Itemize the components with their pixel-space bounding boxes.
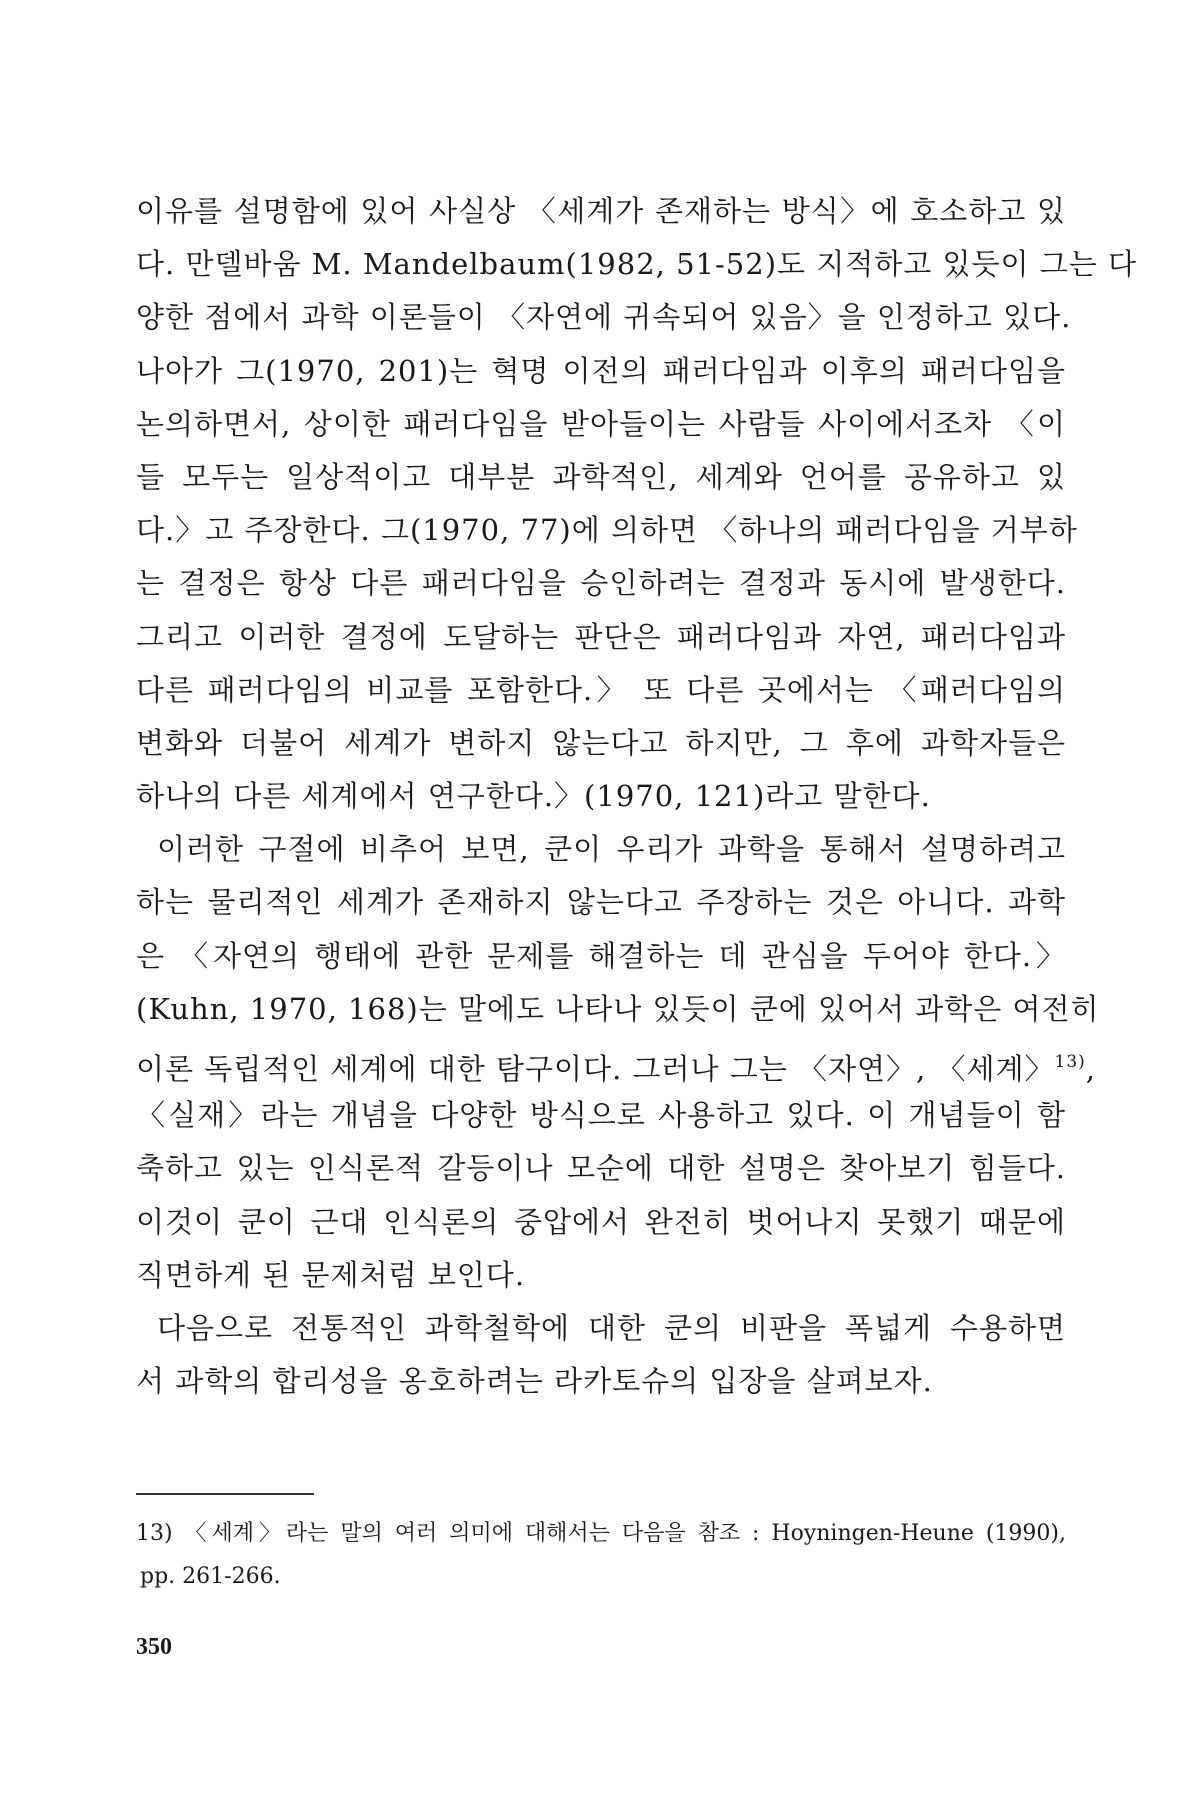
text-segment: 이론 독립적인 세계에 대한 탐구이다. 그러나 그는 〈자연〉, 〈세계〉	[136, 1052, 1055, 1086]
text-line: 하는 물리적인 세계가 존재하지 않는다고 주장하는 것은 아니다. 과학	[136, 885, 1066, 920]
text-line: 다른 패러다임의 비교를 포함한다.〉 또 다른 곳에서는 〈패러다임의	[136, 672, 1066, 707]
text-line: 들 모두는 일상적이고 대부분 과학적인, 세계와 언어를 공유하고 있	[136, 459, 1066, 494]
text-line: 다. 만델바움 M. Mandelbaum(1982, 51-52)도 지적하고 있듯이 그는 다	[136, 247, 1138, 282]
text-line: 이러한 구절에 비추어 보면, 쿤이 우리가 과학을 통해서 설명하려고	[157, 832, 1066, 867]
text-line: 는 결정은 항상 다른 패러다임을 승인하려는 결정과 동시에 발생한다.	[136, 566, 1066, 601]
text-line: 〈실재〉라는 개념을 다양한 방식으로 사용하고 있다. 이 개념들이 함	[136, 1098, 1066, 1133]
page-number: 350	[136, 1634, 172, 1660]
text-line: 하나의 다른 세계에서 연구한다.〉(1970, 121)라고 말한다.	[136, 779, 931, 814]
footnote-ref[interactable]: 13)	[1054, 1052, 1086, 1072]
footnote	[136, 1512, 1066, 1598]
text-line: 다음으로 전통적인 과학철학에 대한 쿤의 비판을 폭넓게 수용하면	[157, 1310, 1066, 1345]
text-line: 그리고 이러한 결정에 도달하는 판단은 패러다임과 자연, 패러다임과	[136, 619, 1066, 654]
text-line: 변화와 더불어 세계가 변하지 않는다고 하지만, 그 후에 과학자들은	[136, 725, 1066, 760]
body-text	[136, 185, 1138, 1408]
footnote-divider	[136, 1493, 314, 1495]
text-line: (Kuhn, 1970, 168)는 말에도 나타나 있듯이 쿤에 있어서 과학은 여전히	[136, 991, 1100, 1026]
text-line: 은 〈자연의 행태에 관한 문제를 해결하는 데 관심을 두어야 한다.〉	[136, 938, 1066, 973]
text-line: 양한 점에서 과학 이론들이 〈자연에 귀속되어 있음〉을 인정하고 있다.	[136, 300, 1072, 335]
text-line: 서 과학의 합리성을 옹호하려는 라카토슈의 입장을 살펴보자.	[136, 1364, 933, 1399]
text-line: 직면하게 된 문제처럼 보인다.	[136, 1257, 526, 1292]
text-line-with-footnote-ref	[136, 1036, 1097, 1089]
footnote-line: pp. 261-266.	[140, 1564, 281, 1589]
text-line: 나아가 그(1970, 201)는 혁명 이전의 패러다임과 이후의 패러다임을	[136, 353, 1066, 388]
footnote-line: 13) 〈세계〉라는 말의 여러 의미에 대해서는 다음을 참조 : Hoyningen-Heune (1990),	[136, 1521, 1066, 1546]
text-line: 다.〉고 주장한다. 그(1970, 77)에 의하면 〈하나의 패러다임을 거부하	[136, 513, 1078, 548]
text-line: 논의하면서, 상이한 패러다임을 받아들이는 사람들 사이에서조차 〈이	[136, 406, 1066, 441]
text-segment: ,	[1085, 1052, 1097, 1086]
text-line: 이것이 쿤이 근대 인식론의 중압에서 완전히 벗어나지 못했기 때문에	[136, 1204, 1066, 1239]
text-line: 이유를 설명함에 있어 사실상 〈세계가 존재하는 방식〉에 호소하고 있	[136, 194, 1066, 228]
text-line: 축하고 있는 인식론적 갈등이나 모순에 대한 설명은 찾아보기 힘들다.	[136, 1151, 1066, 1186]
